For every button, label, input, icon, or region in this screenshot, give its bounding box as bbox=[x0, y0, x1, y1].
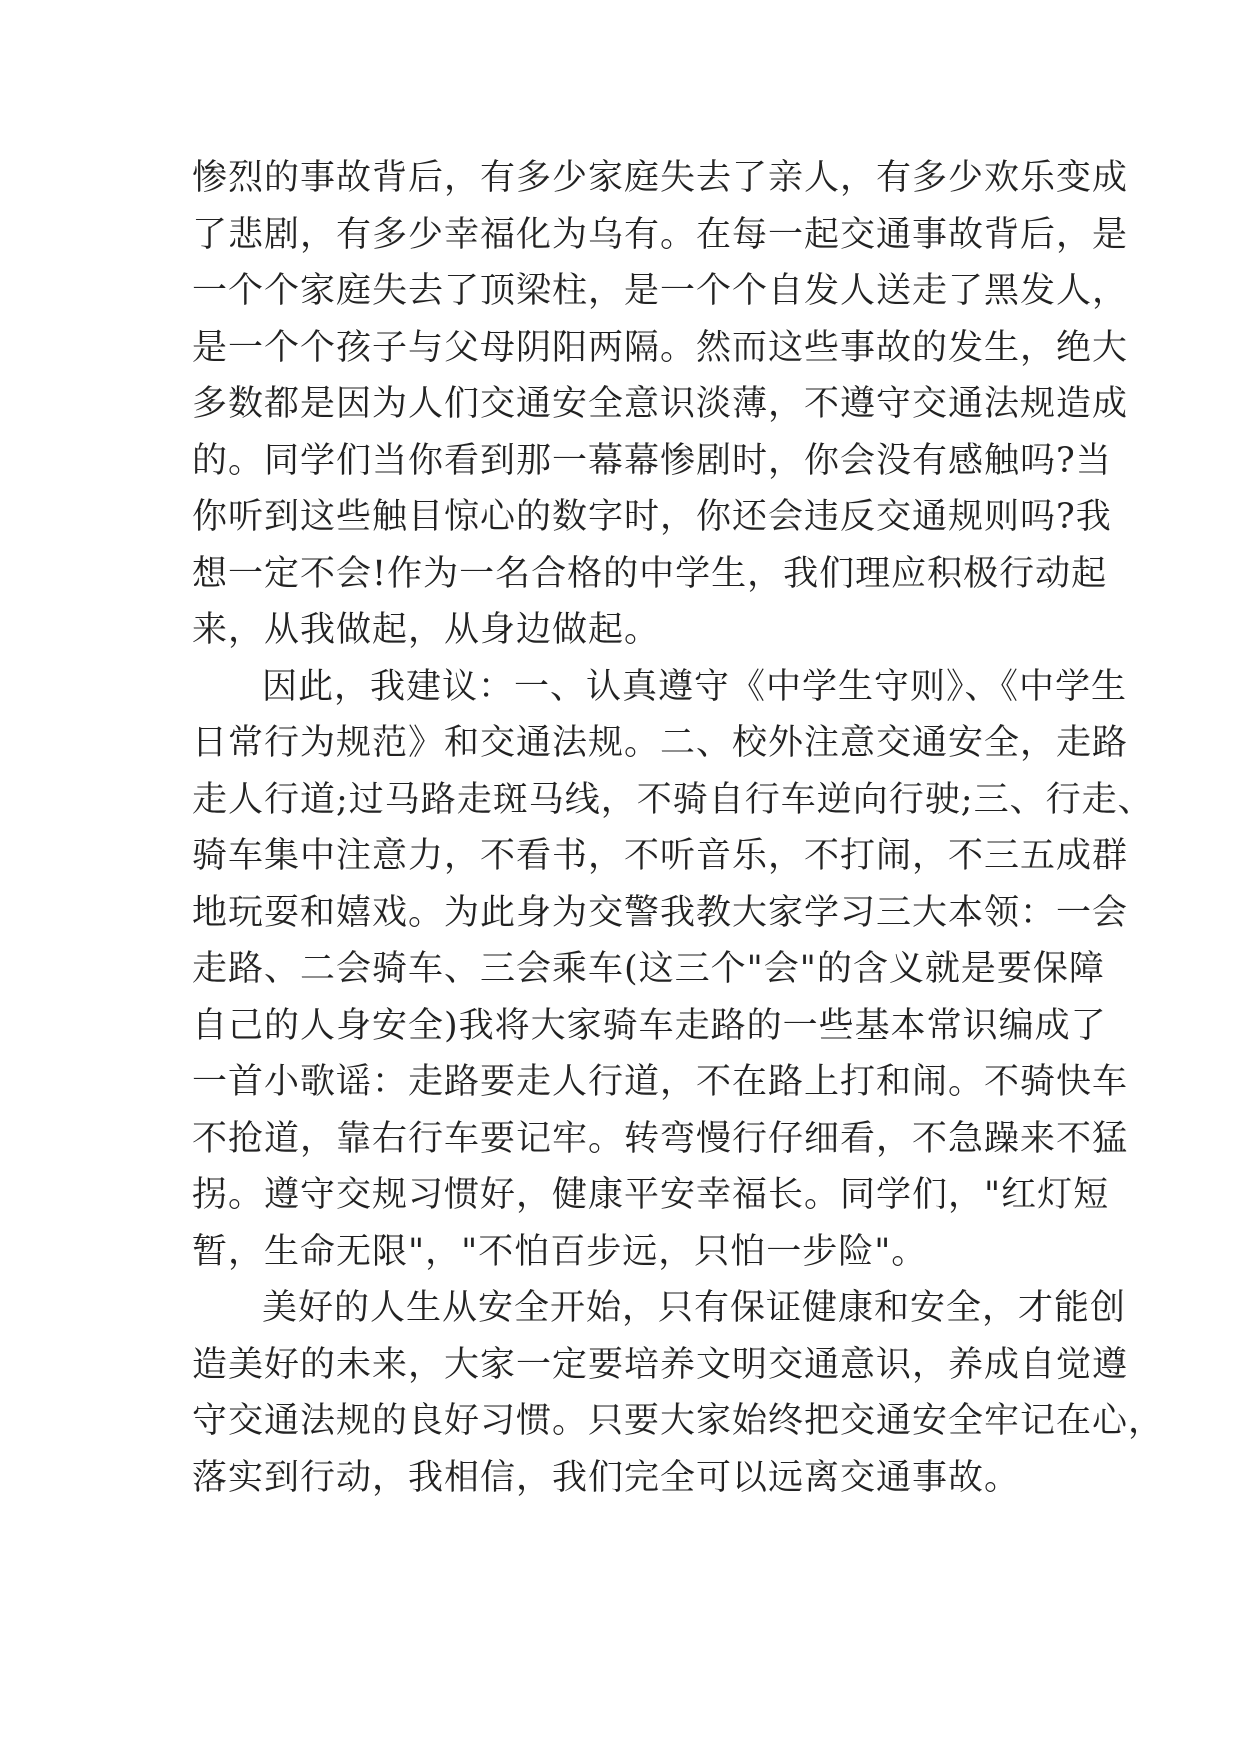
text-line: 你听到这些触目惊心的数字时，你还会违反交通规则吗?我 bbox=[192, 497, 1112, 537]
text-line: 想一定不会!作为一名合格的中学生，我们理应积极行动起 bbox=[192, 553, 1108, 594]
text-line: 多数都是因为人们交通安全意识淡薄，不遵守交通法规造成 bbox=[192, 384, 1129, 424]
text-line: 日常行为规范》和交通法规。二、校外注意交通安全，走路 bbox=[192, 723, 1129, 763]
text-line: 不抢道，靠右行车要记牢。转弯慢行仔细看，不急躁来不猛 bbox=[192, 1118, 1129, 1159]
text-line: 骑车集中注意力，不看书，不听音乐，不打闹，不三五成群 bbox=[192, 836, 1129, 876]
document-body bbox=[192, 150, 1165, 1506]
text-line: 一首小歌谣：走路要走人行道，不在路上打和闹。不骑快车 bbox=[192, 1062, 1129, 1102]
text-line: 美好的人生从安全开始，只有保证健康和安全，才能创 bbox=[262, 1288, 1127, 1328]
text-line: 走人行道;过马路走斑马线，不骑自行车逆向行驶;三、行走、 bbox=[192, 779, 1154, 820]
text-line: 惨烈的事故背后，有多少家庭失去了亲人，有多少欢乐变成 bbox=[192, 158, 1129, 198]
text-line: 是一个个孩子与父母阴阳两隔。然而这些事故的发生，绝大 bbox=[192, 327, 1129, 368]
text-line: 拐。遵守交规习惯好，健康平安幸福长。同学们，"红灯短 bbox=[192, 1175, 1110, 1215]
text-line: 落实到行动，我相信，我们完全可以远离交通事故。 bbox=[192, 1457, 1021, 1498]
text-line: 地玩耍和嬉戏。为此身为交警我教大家学习三大本领：一会 bbox=[192, 892, 1129, 933]
text-line: 自己的人身安全)我将大家骑车走路的一些基本常识编成了 bbox=[192, 1005, 1107, 1046]
text-line: 一个个家庭失去了顶梁柱，是一个个自发人送走了黑发人， bbox=[192, 271, 1129, 311]
text-line: 来，从我做起，从身边做起。 bbox=[192, 610, 661, 650]
text-line: 暂，生命无限"，"不怕百步远，只怕一步险"。 bbox=[192, 1231, 928, 1272]
text-line: 因此，我建议：一、认真遵守《中学生守则》、《中学生 bbox=[262, 666, 1128, 707]
text-line: 的。同学们当你看到那一幕幕惨剧时，你会没有感触吗?当 bbox=[192, 440, 1112, 481]
text-line: 造美好的未来，大家一定要培养文明交通意识，养成自觉遵 bbox=[192, 1344, 1129, 1385]
text-line: 走路、二会骑车、三会乘车(这三个"会"的含义就是要保障 bbox=[192, 949, 1105, 989]
text-line: 了悲剧，有多少幸福化为乌有。在每一起交通事故背后，是 bbox=[192, 214, 1129, 255]
text-line: 守交通法规的良好习惯。只要大家始终把交通安全牢记在心， bbox=[192, 1401, 1165, 1441]
